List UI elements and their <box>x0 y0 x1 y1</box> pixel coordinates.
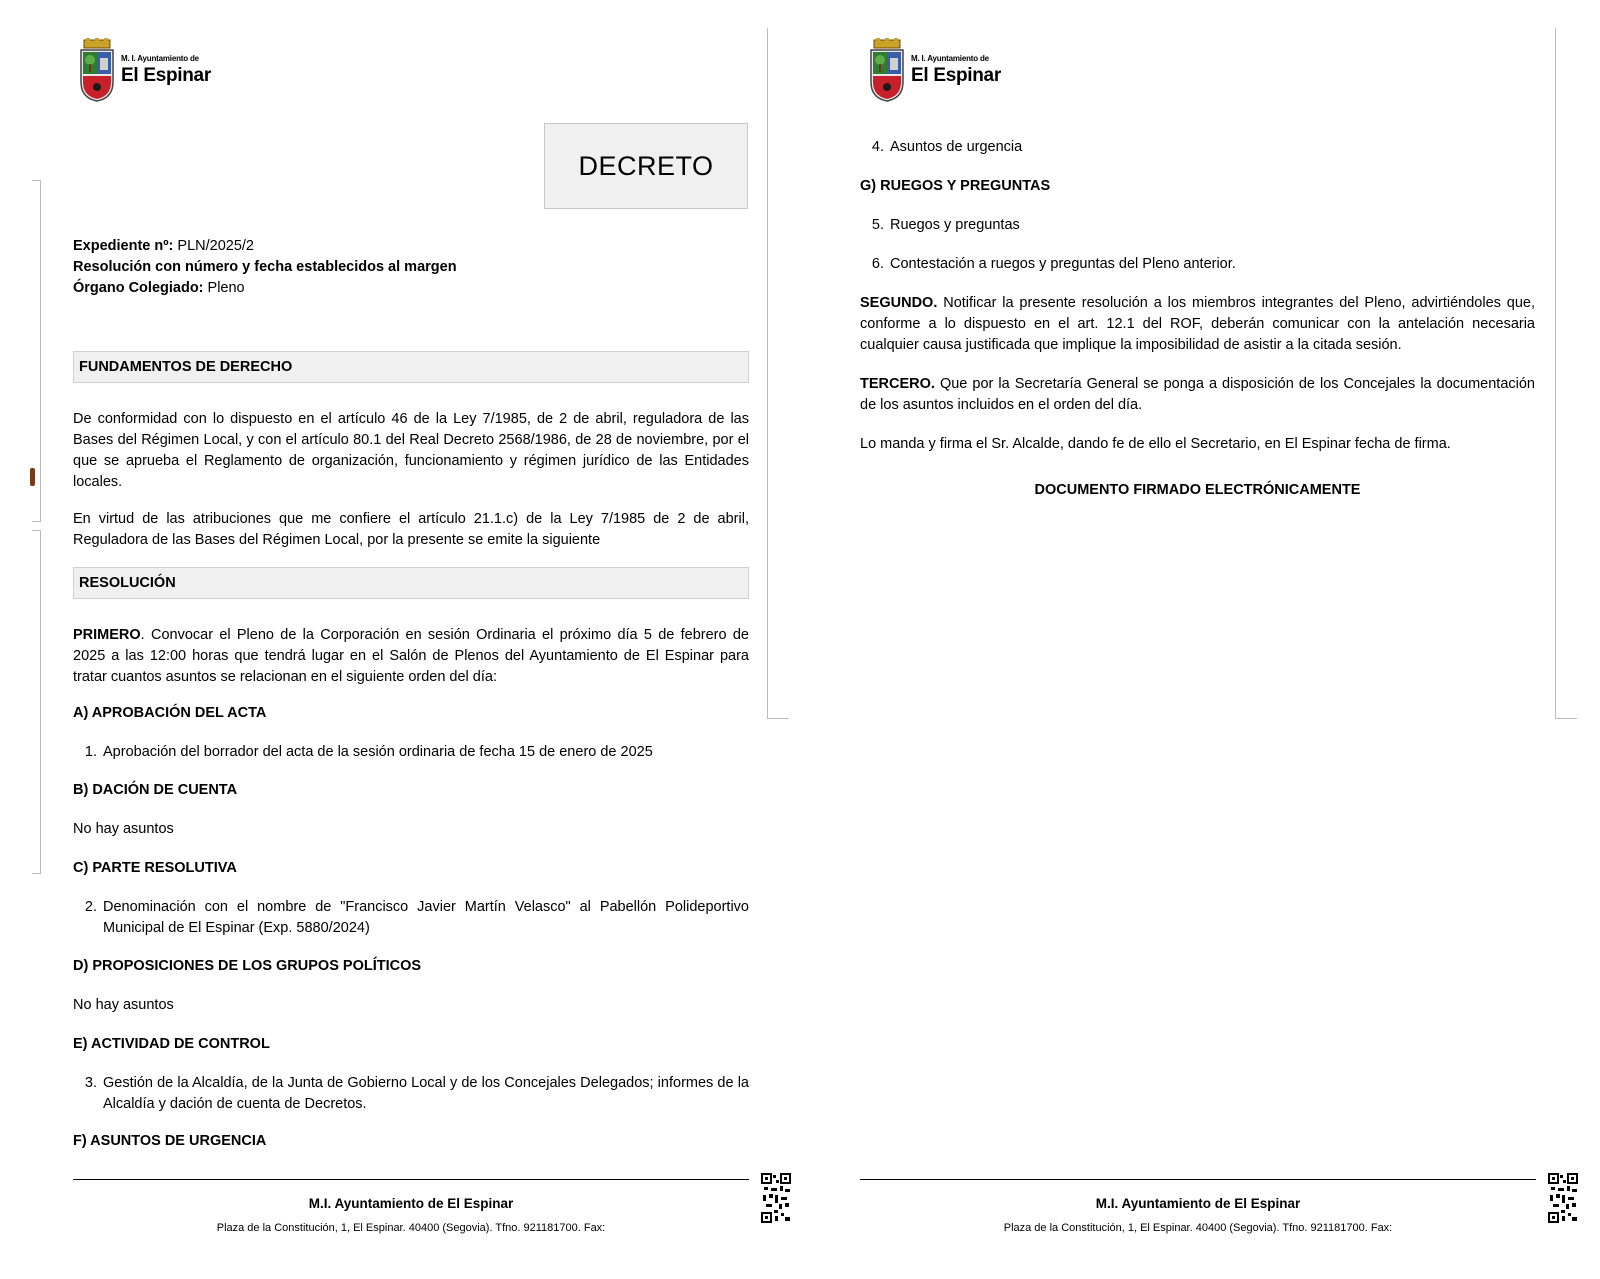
section-c-heading: C) PARTE RESOLUTIVA <box>73 860 237 876</box>
footer-title: M.I. Ayuntamiento de El Espinar <box>308 1196 514 1211</box>
page-edge <box>1555 28 1556 718</box>
fundamentos-paragraph-2: En virtud de las atribuciones que me confiere el artículo 21.1.c) de la Ley 7/1985 de 2 de abril, Reguladora de las Bases del Régimen Local, por la presente se emite la siguiente <box>73 511 749 548</box>
firma-line: Lo manda y firma el Sr. Alcalde, dando fe de ello el Secretario, en El Espinar fecha de firma. <box>860 436 1451 452</box>
section-f-heading: F) ASUNTOS DE URGENCIA <box>73 1133 267 1149</box>
footer-address: Plaza de la Constitución, 1, El Espinar. 40400 (Segovia). Tfno. 921181700. Fax: <box>216 1222 606 1234</box>
qr-code-icon <box>1548 1173 1578 1223</box>
ayuntamiento-logo <box>868 38 1001 102</box>
section-a-heading: A) APROBACIÓN DEL ACTA <box>73 705 267 721</box>
footer-divider <box>860 1179 1536 1180</box>
agenda-item-5: 5. Ruegos y preguntas <box>871 217 1020 233</box>
coat-of-arms-icon <box>868 38 906 102</box>
section-g-heading: G) RUEGOS Y PREGUNTAS <box>860 178 1051 194</box>
agenda-item-6: 6. Contestación a ruegos y preguntas del Pleno anterior. <box>871 256 1236 272</box>
agenda-item-3: 3. Gestión de la Alcaldía, de la Junta de Gobierno Local y de los Concejales Delegados; informes de la Alcaldía y dación de cuenta de Decretos. <box>84 1075 749 1112</box>
section-d-heading: D) PROPOSICIONES DE LOS GRUPOS POLÍTICOS <box>73 958 422 974</box>
logo-subtitle: M. I. Ayuntamiento de <box>121 54 199 63</box>
fundamentos-paragraph-1: De conformidad con lo dispuesto en el artículo 46 de la Ley 7/1985, de 2 de abril, reguladora de las Bases del Régimen Local, y con el artículo 80.1 del Real Decreto 2568/1986, de 28 de noviembre, por el que se aprueba el Reglamento de organización, funcionamiento y régimen jurídico de las Entidades locales. <box>73 411 749 490</box>
agenda-item-2: 2. Denominación con el nombre de "Francisco Javier Martín Velasco" al Pabellón Polideportivo Municipal de El Espinar (Exp. 5880/2024) <box>84 899 749 936</box>
agenda-item-1: 1. Aprobación del borrador del acta de la sesión ordinaria de fecha 15 de enero de 2025 <box>84 744 653 760</box>
expediente-line: Expediente nº: PLN/2025/2 <box>73 238 254 254</box>
signed-electronically-note: DOCUMENTO FIRMADO ELECTRÓNICAMENTE <box>1034 482 1361 498</box>
section-b-none: No hay asuntos <box>73 821 174 837</box>
resolucion-line: Resolución con número y fecha establecidos al margen <box>73 259 457 275</box>
page-edge <box>1555 718 1577 719</box>
section-e-heading: E) ACTIVIDAD DE CONTROL <box>73 1036 270 1052</box>
logo-title: El Espinar <box>911 65 1001 86</box>
section-d-none: No hay asuntos <box>73 997 174 1013</box>
footer-address: Plaza de la Constitución, 1, El Espinar. 40400 (Segovia). Tfno. 921181700. Fax: <box>1003 1222 1393 1234</box>
resolucion-heading: RESOLUCIÓN <box>73 567 749 599</box>
segundo-paragraph: SEGUNDO. Notificar la presente resolución a los miembros integrantes del Pleno, advirtiéndoles que, conforme a lo dispuesto en el art. 12.1 del ROF, deberán comunicar con la antelación necesaria cualquier causa justificada que implique la imposibilidad de asistir a la citada sesión. <box>860 295 1535 353</box>
document-type-box: DECRETO <box>544 123 748 209</box>
fundamentos-heading: FUNDAMENTOS DE DERECHO <box>73 351 749 383</box>
section-b-heading: B) DACIÓN DE CUENTA <box>73 782 238 798</box>
logo-title: El Espinar <box>121 65 211 86</box>
organo-line: Órgano Colegiado: Pleno <box>73 280 245 296</box>
logo-subtitle: M. I. Ayuntamiento de <box>911 54 989 63</box>
primero-paragraph: PRIMERO. Convocar el Pleno de la Corporación en sesión Ordinaria el próximo día 5 de febrero de 2025 a las 12:00 horas que tendrá lugar en el Salón de Plenos del Ayuntamiento de El Espinar para tratar cuantos asuntos se relacionan en el siguiente orden del día: <box>73 627 749 685</box>
footer-title: M.I. Ayuntamiento de El Espinar <box>1095 1196 1301 1211</box>
agenda-item-4: 4. Asuntos de urgencia <box>871 139 1023 155</box>
tercero-paragraph: TERCERO. Que por la Secretaría General se ponga a disposición de los Concejales la documentación de los asuntos incluidos en el orden del día. <box>860 376 1535 413</box>
